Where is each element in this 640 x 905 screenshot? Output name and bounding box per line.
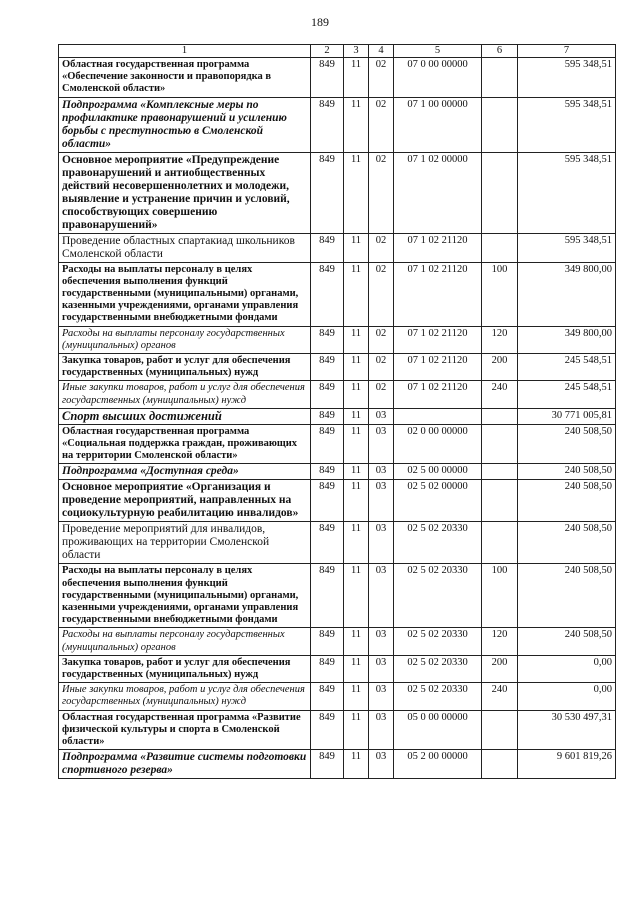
expense-type-cell: [482, 58, 518, 98]
expense-type-cell: 240: [482, 381, 518, 408]
expense-type-cell: 100: [482, 564, 518, 628]
row-name-cell: Основное мероприятие «Предупреждение правонарушений и антиобщественных действий несовершеннолетних и молодежи, выявление и устранение причин и условий, способствующих совершению правонарушений»: [59, 152, 311, 233]
subsection-cell: 03: [369, 710, 394, 750]
amount-cell: 240 508,50: [518, 522, 616, 564]
table-row: [59, 480, 616, 522]
table-row: [59, 424, 616, 464]
expense-type-cell: 200: [482, 354, 518, 381]
subsection-cell: 03: [369, 655, 394, 682]
subsection-cell: 03: [369, 464, 394, 480]
amount-cell: 30 771 005,81: [518, 408, 616, 424]
section-cell: 11: [344, 326, 369, 353]
table-row: [59, 655, 616, 682]
section-cell: 11: [344, 522, 369, 564]
subsection-cell: 03: [369, 408, 394, 424]
target-article-cell: 02 5 02 00000: [394, 480, 482, 522]
amount-cell: 9 601 819,26: [518, 750, 616, 779]
subsection-cell: 03: [369, 480, 394, 522]
target-article-cell: 02 5 02 20330: [394, 628, 482, 655]
amount-cell: 595 348,51: [518, 97, 616, 152]
row-name-cell: Спорт высших достижений: [59, 408, 311, 424]
expense-type-cell: [482, 750, 518, 779]
row-name-cell: Расходы на выплаты персоналу государственных (муниципальных) органов: [59, 326, 311, 353]
expense-type-cell: [482, 233, 518, 262]
admin-code-cell: 849: [311, 750, 344, 779]
amount-cell: 240 508,50: [518, 628, 616, 655]
expense-type-cell: 240: [482, 683, 518, 710]
target-article-cell: 07 1 02 21120: [394, 262, 482, 326]
expense-type-cell: [482, 408, 518, 424]
table-row: [59, 522, 616, 564]
admin-code-cell: 849: [311, 58, 344, 98]
section-cell: 11: [344, 564, 369, 628]
subsection-cell: 03: [369, 424, 394, 464]
admin-code-cell: 849: [311, 683, 344, 710]
section-cell: 11: [344, 655, 369, 682]
table-row: [59, 381, 616, 408]
table-row: [59, 683, 616, 710]
section-cell: 11: [344, 750, 369, 779]
header-row: [59, 45, 616, 58]
target-article-cell: [394, 408, 482, 424]
column-header: 7: [518, 45, 616, 58]
target-article-cell: 05 0 00 00000: [394, 710, 482, 750]
row-name-cell: Иные закупки товаров, работ и услуг для обеспечения государственных (муниципальных) нужд: [59, 683, 311, 710]
page-number: 189: [311, 15, 329, 29]
subsection-cell: 02: [369, 262, 394, 326]
amount-cell: 245 548,51: [518, 354, 616, 381]
admin-code-cell: 849: [311, 564, 344, 628]
expense-type-cell: 120: [482, 326, 518, 353]
target-article-cell: 07 0 00 00000: [394, 58, 482, 98]
admin-code-cell: 849: [311, 233, 344, 262]
target-article-cell: 02 5 02 20330: [394, 683, 482, 710]
admin-code-cell: 849: [311, 464, 344, 480]
table-row: [59, 97, 616, 152]
row-name-cell: Подпрограмма «Комплексные меры по профилактике правонарушений и усилению борьбы с преступностью в Смоленской области»: [59, 97, 311, 152]
table-row: [59, 262, 616, 326]
column-header: 6: [482, 45, 518, 58]
subsection-cell: 02: [369, 354, 394, 381]
expense-type-cell: [482, 152, 518, 233]
admin-code-cell: 849: [311, 381, 344, 408]
expense-type-cell: [482, 522, 518, 564]
section-cell: 11: [344, 152, 369, 233]
section-cell: 11: [344, 683, 369, 710]
target-article-cell: 02 5 02 20330: [394, 522, 482, 564]
row-name-cell: Иные закупки товаров, работ и услуг для обеспечения государственных (муниципальных) нужд: [59, 381, 311, 408]
amount-cell: 595 348,51: [518, 58, 616, 98]
section-cell: 11: [344, 628, 369, 655]
subsection-cell: 02: [369, 381, 394, 408]
row-name-cell: Закупка товаров, работ и услуг для обеспечения государственных (муниципальных) нужд: [59, 655, 311, 682]
amount-cell: 0,00: [518, 655, 616, 682]
admin-code-cell: 849: [311, 262, 344, 326]
amount-cell: 240 508,50: [518, 424, 616, 464]
table-row: [59, 58, 616, 98]
admin-code-cell: 849: [311, 628, 344, 655]
subsection-cell: 02: [369, 326, 394, 353]
row-name-cell: Подпрограмма «Развитие системы подготовки спортивного резерва»: [59, 750, 311, 779]
section-cell: 11: [344, 97, 369, 152]
subsection-cell: 02: [369, 233, 394, 262]
amount-cell: 245 548,51: [518, 381, 616, 408]
target-article-cell: 02 5 02 20330: [394, 564, 482, 628]
table-row: [59, 628, 616, 655]
row-name-cell: Расходы на выплаты персоналу в целях обеспечения выполнения функций государственными (муниципальными) органами, казенными учреждениями, органами управления государственными внебюджетными фондами: [59, 262, 311, 326]
expense-type-cell: [482, 464, 518, 480]
expense-type-cell: [482, 97, 518, 152]
target-article-cell: 07 1 00 00000: [394, 97, 482, 152]
target-article-cell: 05 2 00 00000: [394, 750, 482, 779]
row-name-cell: Основное мероприятие «Организация и проведение мероприятий, направленных на социокультурную реабилитацию инвалидов»: [59, 480, 311, 522]
amount-cell: 240 508,50: [518, 564, 616, 628]
table-row: [59, 354, 616, 381]
admin-code-cell: 849: [311, 354, 344, 381]
table-row: [59, 326, 616, 353]
subsection-cell: 03: [369, 522, 394, 564]
section-cell: 11: [344, 710, 369, 750]
row-name-cell: Проведение мероприятий для инвалидов, проживающих на территории Смоленской области: [59, 522, 311, 564]
subsection-cell: 03: [369, 750, 394, 779]
amount-cell: 240 508,50: [518, 464, 616, 480]
table-row: [59, 564, 616, 628]
subsection-cell: 02: [369, 58, 394, 98]
admin-code-cell: 849: [311, 152, 344, 233]
subsection-cell: 02: [369, 97, 394, 152]
target-article-cell: 07 1 02 00000: [394, 152, 482, 233]
section-cell: 11: [344, 464, 369, 480]
section-cell: 11: [344, 480, 369, 522]
admin-code-cell: 849: [311, 97, 344, 152]
column-header: 4: [369, 45, 394, 58]
column-header: 3: [344, 45, 369, 58]
table-body: [59, 58, 616, 779]
row-name-cell: Проведение областных спартакиад школьников Смоленской области: [59, 233, 311, 262]
column-header: 1: [59, 45, 311, 58]
budget-table: [58, 44, 616, 779]
amount-cell: 595 348,51: [518, 152, 616, 233]
column-header: 2: [311, 45, 344, 58]
column-header: 5: [394, 45, 482, 58]
table-row: [59, 408, 616, 424]
expense-type-cell: 100: [482, 262, 518, 326]
target-article-cell: 07 1 02 21120: [394, 381, 482, 408]
admin-code-cell: 849: [311, 655, 344, 682]
section-cell: 11: [344, 58, 369, 98]
row-name-cell: Расходы на выплаты персоналу государственных (муниципальных) органов: [59, 628, 311, 655]
expense-type-cell: 200: [482, 655, 518, 682]
amount-cell: 240 508,50: [518, 480, 616, 522]
amount-cell: 349 800,00: [518, 262, 616, 326]
expense-type-cell: [482, 424, 518, 464]
row-name-cell: Подпрограмма «Доступная среда»: [59, 464, 311, 480]
target-article-cell: 07 1 02 21120: [394, 233, 482, 262]
expense-type-cell: [482, 710, 518, 750]
subsection-cell: 03: [369, 628, 394, 655]
target-article-cell: 02 5 02 20330: [394, 655, 482, 682]
subsection-cell: 02: [369, 152, 394, 233]
row-name-cell: Областная государственная программа «Обеспечение законности и правопорядка в Смоленской области»: [59, 58, 311, 98]
row-name-cell: Областная государственная программа «Социальная поддержка граждан, проживающих на территории Смоленской области»: [59, 424, 311, 464]
admin-code-cell: 849: [311, 480, 344, 522]
table-row: [59, 233, 616, 262]
subsection-cell: 03: [369, 683, 394, 710]
expense-type-cell: 120: [482, 628, 518, 655]
row-name-cell: Закупка товаров, работ и услуг для обеспечения государственных (муниципальных) нужд: [59, 354, 311, 381]
table-row: [59, 750, 616, 779]
section-cell: 11: [344, 424, 369, 464]
target-article-cell: 07 1 02 21120: [394, 326, 482, 353]
section-cell: 11: [344, 381, 369, 408]
section-cell: 11: [344, 354, 369, 381]
target-article-cell: 02 5 00 00000: [394, 464, 482, 480]
section-cell: 11: [344, 262, 369, 326]
target-article-cell: 07 1 02 21120: [394, 354, 482, 381]
row-name-cell: Областная государственная программа «Развитие физической культуры и спорта в Смоленской области»: [59, 710, 311, 750]
section-cell: 11: [344, 408, 369, 424]
section-cell: 11: [344, 233, 369, 262]
amount-cell: 349 800,00: [518, 326, 616, 353]
target-article-cell: 02 0 00 00000: [394, 424, 482, 464]
admin-code-cell: 849: [311, 710, 344, 750]
table-row: [59, 152, 616, 233]
amount-cell: 30 530 497,31: [518, 710, 616, 750]
subsection-cell: 03: [369, 564, 394, 628]
admin-code-cell: 849: [311, 424, 344, 464]
table-row: [59, 464, 616, 480]
amount-cell: 595 348,51: [518, 233, 616, 262]
admin-code-cell: 849: [311, 326, 344, 353]
table-row: [59, 710, 616, 750]
expense-type-cell: [482, 480, 518, 522]
amount-cell: 0,00: [518, 683, 616, 710]
row-name-cell: Расходы на выплаты персоналу в целях обеспечения выполнения функций государственными (муниципальными) органами, казенными учреждениями, органами управления государственными внебюджетными фондами: [59, 564, 311, 628]
admin-code-cell: 849: [311, 408, 344, 424]
admin-code-cell: 849: [311, 522, 344, 564]
